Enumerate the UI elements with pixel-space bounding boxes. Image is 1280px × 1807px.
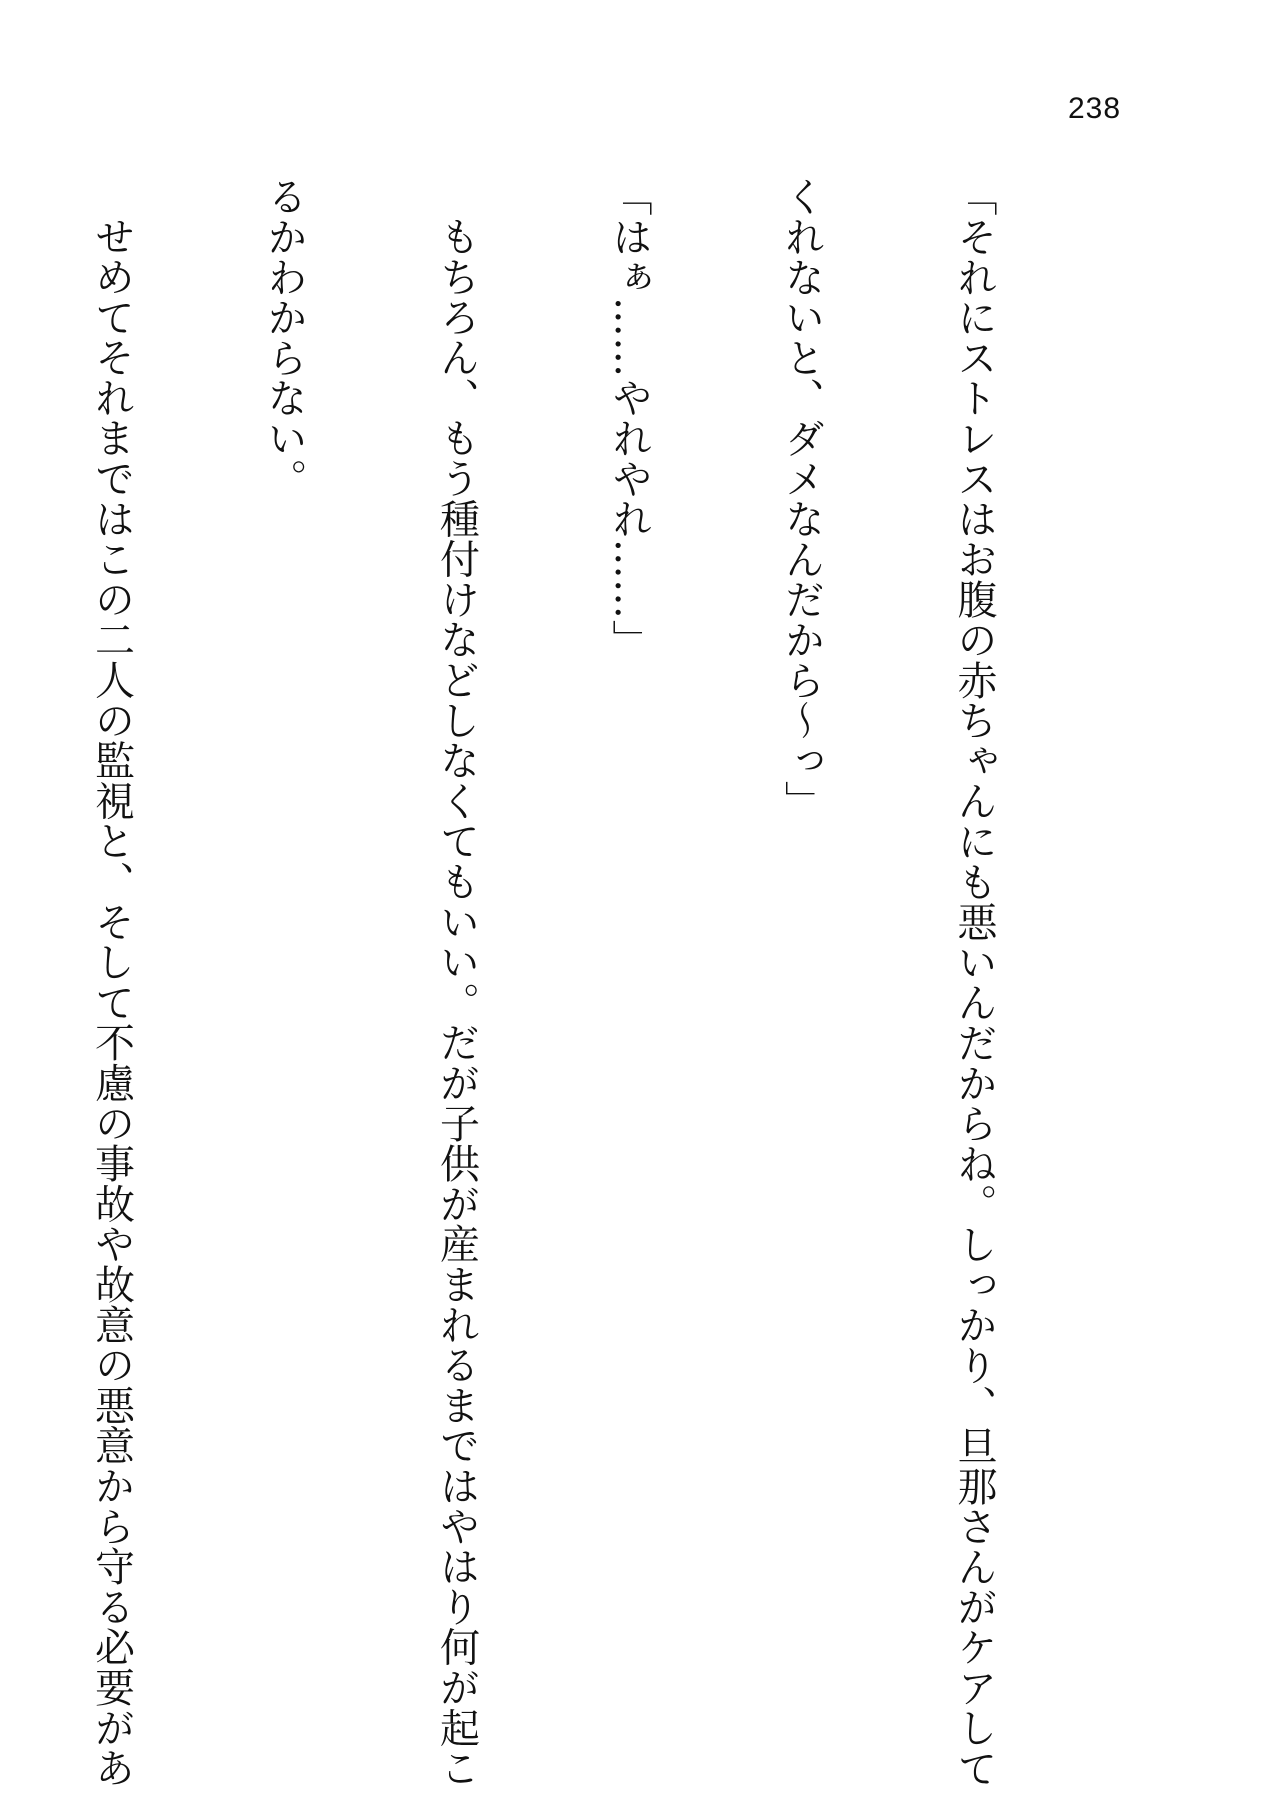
text-line: 「それにストレスはお腹の赤ちゃんにも悪いんだからね。しっかり、旦那さんがケアして (951, 176, 997, 1788)
page-number: 238 (1068, 92, 1122, 125)
text-line: くれないと、ダメなんだから〜っ」 (778, 176, 825, 821)
text-line: るかわからない。 (261, 176, 307, 499)
text-line: せめてそれまではこの二人の監視と、そして不慮の事故や故意の悪意から守る必要があ (88, 216, 135, 1788)
vertical-body-text (0, 176, 1117, 1788)
text-line: もちろん、もう種付けなどしなくてもいい。だが子供が産まれるまではやはり何が起こ (433, 216, 480, 1788)
text-line: 「はぁ……やれやれ……」 (606, 176, 652, 660)
